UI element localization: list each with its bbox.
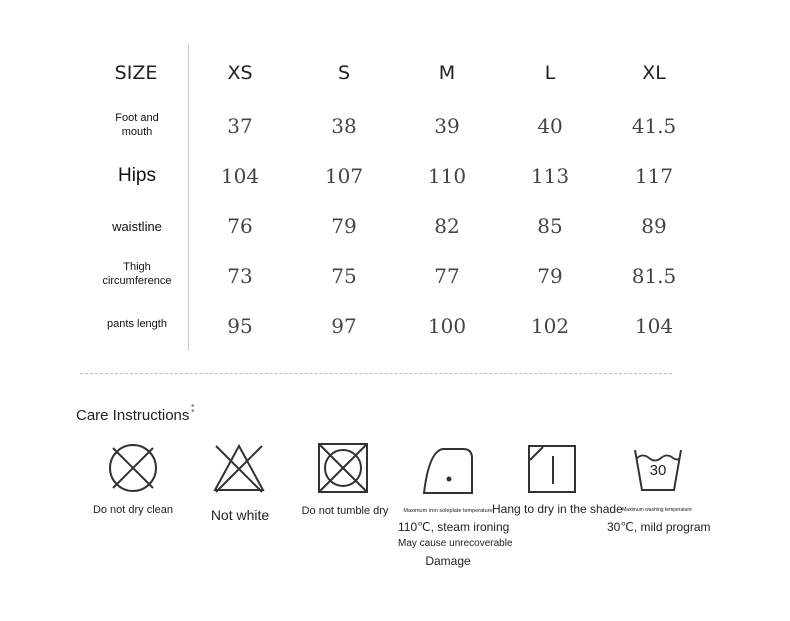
no-tumble-dry-icon — [317, 442, 369, 494]
care-caption: Do not dry clean — [92, 504, 174, 516]
care-caption: Maximum washing temperature — [622, 507, 692, 513]
table-cell: 85 — [537, 214, 563, 238]
row-label-hips: Hips — [117, 165, 156, 186]
table-divider — [188, 44, 189, 350]
row-label-waistline: waistline — [112, 219, 162, 234]
row-label-pants-length: pants length — [107, 318, 167, 330]
table-cell: 102 — [530, 314, 570, 338]
section-divider — [80, 373, 672, 374]
care-caption: 30℃, mild program — [607, 520, 711, 534]
table-cell: 37 — [227, 114, 253, 138]
table-cell: 79 — [331, 214, 357, 238]
care-caption: Hang to dry in the shade — [492, 502, 623, 516]
size-header-l: L — [544, 62, 556, 84]
no-dry-clean-icon — [107, 442, 159, 494]
size-header-xl: XL — [642, 62, 666, 84]
table-cell: 40 — [537, 114, 563, 138]
care-caption: Not white — [210, 507, 270, 523]
no-bleach-icon — [212, 442, 266, 494]
table-cell: 75 — [331, 264, 357, 288]
table-cell: 38 — [331, 114, 357, 138]
care-caption: May cause unrecoverable — [398, 538, 513, 549]
table-cell: 76 — [227, 214, 253, 238]
table-cell: 39 — [434, 114, 460, 138]
table-cell: 77 — [434, 264, 460, 288]
care-caption: Maximum iron soleplate temperature — [403, 508, 493, 514]
care-caption: Do not tumble dry — [301, 505, 389, 517]
iron-icon — [421, 446, 475, 496]
table-cell: 107 — [324, 164, 364, 188]
size-header-m: M — [438, 62, 456, 84]
table-cell: 79 — [537, 264, 563, 288]
care-caption: Damage — [425, 554, 471, 568]
row-label-foot-mouth: Foot and mouth — [115, 112, 159, 139]
table-cell: 104 — [634, 314, 674, 338]
wash-temp-label: 30 — [649, 462, 667, 479]
hang-dry-shade-icon — [527, 444, 577, 494]
table-cell: 117 — [634, 164, 674, 188]
row-label-thigh: Thigh circumference — [102, 261, 172, 288]
table-cell: 113 — [530, 164, 570, 188]
table-cell: 110 — [427, 164, 467, 188]
size-header-s: S — [337, 62, 351, 84]
wash-30-icon — [633, 448, 683, 492]
table-cell: 73 — [227, 264, 253, 288]
table-cell: 81.5 — [631, 264, 677, 288]
size-header-xs: XS — [227, 62, 253, 84]
table-cell: 41.5 — [631, 114, 677, 138]
table-cell: 95 — [227, 314, 253, 338]
size-header-label: SIZE — [114, 62, 158, 84]
table-cell: 97 — [331, 314, 357, 338]
title-marker-icon: • • — [191, 401, 195, 417]
table-cell: 104 — [220, 164, 260, 188]
care-caption: 110℃, steam ironing — [398, 520, 510, 534]
table-cell: 100 — [427, 314, 467, 338]
table-cell: 89 — [641, 214, 667, 238]
care-instructions-title: Care Instructions — [76, 407, 190, 424]
table-cell: 82 — [434, 214, 460, 238]
